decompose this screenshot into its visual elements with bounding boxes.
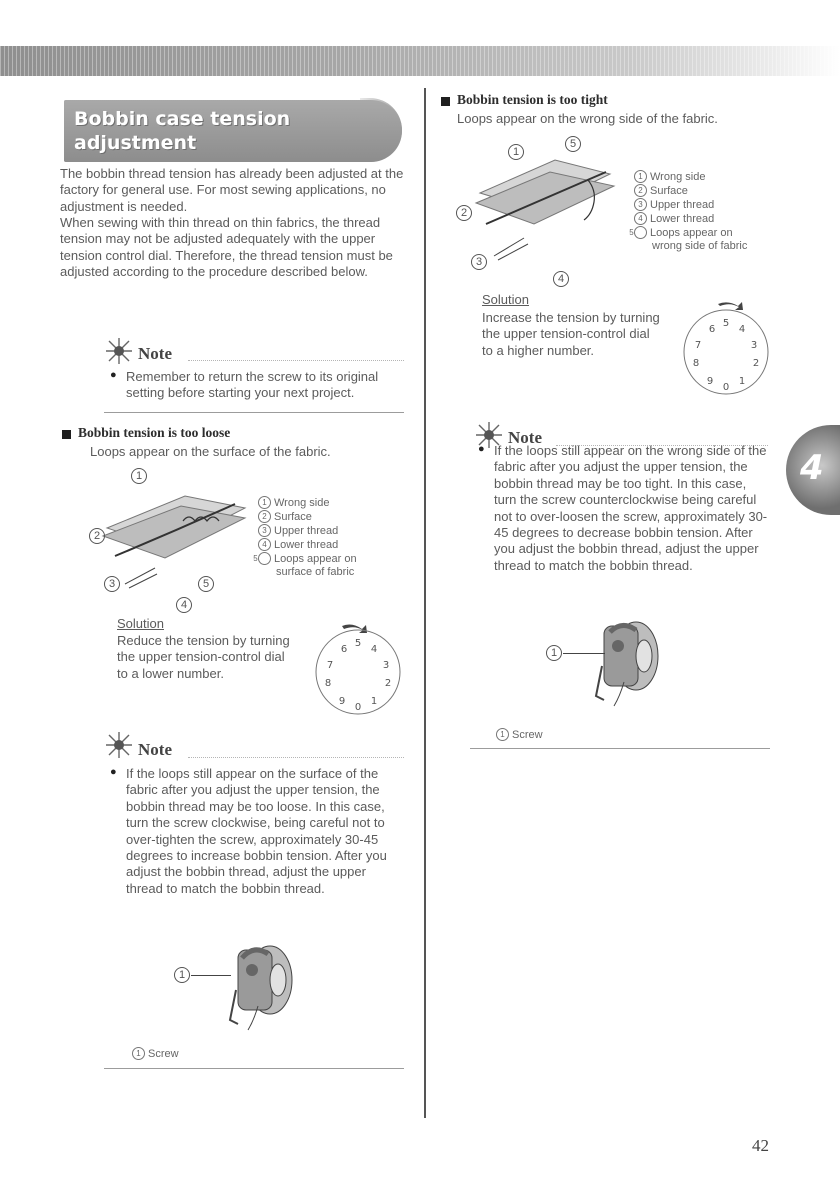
note-heading: Note	[138, 740, 172, 759]
dial-digit: 5	[354, 638, 362, 649]
dial-digit: 4	[370, 644, 378, 655]
header-band	[0, 46, 840, 76]
dial-digit: 1	[738, 376, 746, 387]
chapter-number: 4	[800, 448, 824, 488]
note-end-rule	[104, 412, 404, 413]
legend-item: 5 Loops appear on wrong side of fabric	[629, 227, 748, 252]
loose-heading: Bobbin tension is too loose	[78, 425, 231, 440]
legend-item: 2 Surface	[634, 184, 752, 198]
note-sparkle-icon	[104, 730, 134, 760]
callout-leader-line	[563, 653, 605, 654]
note-3-text: If the loops still appear on the wrong side of the fabric after you adjust the upper tension, the bobbin thread may be too tight. In this case, turn the screw counterclockwise being careful not to over-loosen the screw, approximately 30-45 degrees to decrease bobbin tension. After you adjust the bobbin thread, adjust the upper thread to match the bobbin thread.	[494, 443, 768, 573]
tight-callout-5: 5	[565, 136, 581, 152]
note-heading: Note	[138, 344, 172, 363]
legend-item: 1 Wrong side	[634, 170, 752, 184]
tight-heading: Bobbin tension is too tight	[457, 92, 608, 107]
tight-legend	[629, 170, 752, 253]
note-heading: Note	[508, 428, 542, 447]
dial-digit: 7	[694, 340, 702, 351]
tight-callout-1: 1	[508, 144, 524, 160]
intro-paragraph-1: The bobbin thread tension has already been adjusted at the factory for general use. For most sewing applications, no adjustment is needed.	[60, 166, 404, 214]
loose-callout-2: 2	[89, 528, 105, 544]
tension-dial-lower	[312, 616, 404, 716]
dial-digit: 3	[382, 660, 390, 671]
dial-digit: 4	[738, 324, 746, 335]
screw-caption: 1 Screw	[132, 1047, 179, 1061]
dial-digit: 0	[354, 702, 362, 713]
legend-item: 1 Wrong side	[258, 496, 388, 510]
loose-solution-label: Solution	[117, 616, 164, 631]
note-divider	[188, 757, 404, 758]
note-divider	[188, 360, 404, 361]
tight-description: Loops appear on the wrong side of the fabric.	[457, 111, 718, 126]
dial-digit: 6	[340, 644, 348, 655]
loose-callout-4: 4	[176, 597, 192, 613]
dial-digit: 7	[326, 660, 334, 671]
intro-paragraph-2: When sewing with thin thread on thin fabrics, the thread tension may not be adjusted adequately with the upper tension control dial. Therefore, the thread tension must be adjusted according to the procedure described below.	[60, 215, 393, 280]
loose-callout-3: 3	[104, 576, 120, 592]
legend-item: 3 Upper thread	[258, 524, 388, 538]
note-end-rule	[470, 748, 770, 749]
loose-solution-text: Reduce the tension by turning the upper tension-control dial to a lower number.	[117, 633, 290, 681]
callout-leader-line	[191, 975, 231, 976]
dial-digit: 2	[752, 358, 760, 369]
dial-digit: 6	[708, 324, 716, 335]
dial-digit: 5	[722, 318, 730, 329]
page-number: 42	[752, 1136, 769, 1155]
screw-callout: 1	[174, 967, 190, 983]
section-title-box	[64, 100, 402, 162]
section-square-icon	[441, 97, 450, 106]
tension-dial-higher	[680, 296, 772, 396]
screw-callout: 1	[546, 645, 562, 661]
section-title-line1: Bobbin case tension	[74, 108, 291, 130]
dial-digit: 9	[706, 376, 714, 387]
bobbin-case-screw-image	[218, 940, 298, 1032]
section-square-icon	[62, 430, 71, 439]
dial-digit: 3	[750, 340, 758, 351]
dial-digit: 1	[370, 696, 378, 707]
legend-item: 3 Upper thread	[634, 198, 752, 212]
note-2-text: If the loops still appear on the surface of the fabric after you adjust the upper tension, the bobbin thread may be too loose. In this case, turn the screw clockwise, being careful not to over-tighten the screw, approximately 30-45 degrees to increase bobbin tension. After you adjust the bobbin thread, adjust the upper thread to match the bobbin thread.	[126, 766, 387, 896]
tight-callout-4: 4	[553, 271, 569, 287]
legend-item: 4 Lower thread	[634, 212, 752, 226]
note-bullet: ●	[110, 369, 117, 381]
tight-callout-3: 3	[471, 254, 487, 270]
loose-callout-5: 5	[198, 576, 214, 592]
dial-digit: 0	[722, 382, 730, 393]
dial-digit: 9	[338, 696, 346, 707]
loose-callout-1: 1	[131, 468, 147, 484]
note-end-rule	[104, 1068, 404, 1069]
note-sparkle-icon	[104, 336, 134, 366]
legend-item: 4 Lower thread	[258, 538, 388, 552]
loose-description: Loops appear on the surface of the fabric.	[90, 444, 331, 459]
tight-fabric-diagram	[470, 148, 620, 278]
note-bullet: ●	[110, 766, 117, 778]
tight-solution-label: Solution	[482, 292, 529, 307]
tight-solution-text: Increase the tension by turning the upper tension-control dial to a higher number.	[482, 310, 660, 358]
note-1-text: Remember to return the screw to its original setting before starting your next project.	[126, 369, 379, 401]
section-title-line2: adjustment	[74, 132, 197, 154]
dial-digit: 2	[384, 678, 392, 689]
dial-digit: 8	[692, 358, 700, 369]
legend-item: 5 Loops appear on surface of fabric	[253, 553, 357, 578]
dial-digit: 8	[324, 678, 332, 689]
tight-callout-2: 2	[456, 205, 472, 221]
screw-caption: 1 Screw	[496, 728, 543, 742]
bobbin-case-screw-image	[584, 616, 664, 708]
legend-item: 2 Surface	[258, 510, 388, 524]
column-divider	[424, 88, 426, 1118]
loose-fabric-diagram	[95, 476, 255, 608]
loose-legend	[253, 496, 388, 579]
note-bullet: ●	[478, 443, 485, 455]
